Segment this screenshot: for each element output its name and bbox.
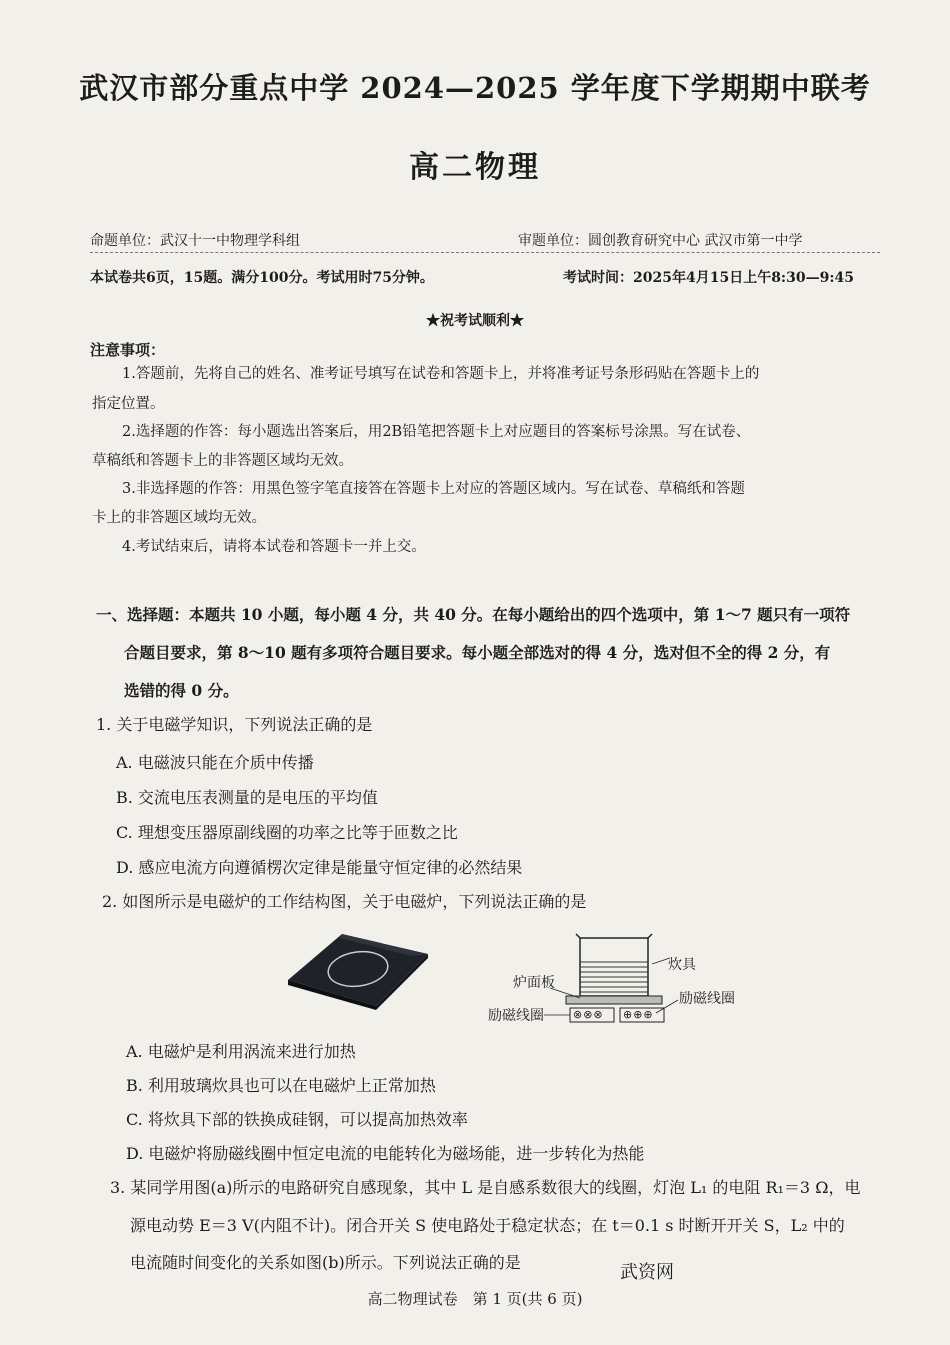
q3-stem-line1: 3. 某同学用图(a)所示的电路研究自感现象，其中 L 是自感系数很大的线圈，灯泡 L₁ 的电阻 R₁＝3 Ω，电 — [110, 1178, 861, 1197]
q1-option-c: C. 理想变压器原副线圈的功率之比等于匝数之比 — [116, 823, 458, 842]
exam-time: 考试时间：2025年4月15日上午8:30—9:45 — [563, 270, 854, 286]
exam-subject: 高二物理 — [409, 150, 541, 185]
q1-option-a: A. 电磁波只能在介质中传播 — [116, 753, 314, 772]
section-heading — [96, 596, 896, 710]
label-coil-left: 励磁线圈 — [488, 1008, 544, 1024]
label-coil-right: 励磁线圈 — [679, 991, 735, 1007]
q2-option-c: C. 将炊具下部的铁换成硅钢，可以提高加热效率 — [126, 1110, 468, 1129]
notice-item-2a: 2.选择题的作答：每小题选出答案后，用2B铅笔把答题卡上对应题目的答案标号涂黑。写在试卷、 — [122, 424, 751, 440]
q3-stem-line2: 源电动势 E＝3 V(内阻不计)。闭合开关 S 使电路处于稳定状态；在 t＝0.1 s 时断开开关 S，L₂ 中的 — [130, 1216, 845, 1235]
q2-option-d: D. 电磁炉将励磁线圈中恒定电流的电能转化为磁场能，进一步转化为热能 — [126, 1144, 645, 1163]
induction-cooker-photo — [282, 930, 432, 1010]
notice-item-4: 4.考试结束后，请将本试卷和答题卡一并上交。 — [122, 539, 426, 555]
setter-info: 命题单位：武汉十一中物理学科组 — [90, 233, 300, 249]
section-heading-line1: 一、选择题：本题共 10 小题，每小题 4 分，共 40 分。在每小题给出的四个选项中，第 1～7 题只有一项符 — [96, 605, 851, 624]
q2-option-a: A. 电磁炉是利用涡流来进行加热 — [126, 1042, 356, 1061]
q1-option-b: B. 交流电压表测量的是电压的平均值 — [116, 788, 378, 807]
notice-item-1b: 指定位置。 — [92, 396, 165, 412]
section-heading-line2: 合题目要求，第 8～10 题有多项符合题目要求。每小题全部选对的得 4 分，选对但不全的得 2 分，有 — [124, 643, 831, 662]
section-heading-line3: 选错的得 0 分。 — [124, 681, 239, 700]
watermark: 武资网 — [620, 1262, 674, 1283]
notice-item-3a: 3.非选择题的作答：用黑色签字笔直接答在答题卡上对应的答题区域内。写在试卷、草稿纸和答题 — [122, 481, 745, 497]
q1-option-d: D. 感应电流方向遵循楞次定律是能量守恒定律的必然结果 — [116, 858, 523, 877]
q3-stem-line3: 电流随时间变化的关系如图(b)所示。下列说法正确的是 — [130, 1253, 521, 1272]
divider — [90, 252, 880, 253]
notice-title: 注意事项： — [90, 341, 166, 359]
q2-option-b: B. 利用玻璃炊具也可以在电磁炉上正常加热 — [126, 1076, 436, 1095]
label-cookware: 炊具 — [668, 957, 696, 973]
reviewer-info: 审题单位：圆创教育研究中心 武汉市第一中学 — [518, 233, 803, 249]
greeting: ★祝考试顺利★ — [426, 313, 524, 329]
q2-stem: 2. 如图所示是电磁炉的工作结构图，关于电磁炉，下列说法正确的是 — [102, 892, 587, 911]
notice-item-1a: 1.答题前，先将自己的姓名、准考证号填写在试卷和答题卡上，并将准考证号条形码贴在答题卡上的 — [122, 366, 760, 382]
coil-left-symbols: ⊗⊗⊗ — [573, 1008, 604, 1021]
paper-info: 本试卷共6页，15题。满分100分。考试用时75分钟。 — [90, 270, 434, 286]
notice-item-3b: 卡上的非答题区域均无效。 — [92, 510, 266, 526]
notice-item-2b: 草稿纸和答题卡上的非答题区域均无效。 — [92, 453, 353, 469]
q1-stem: 1. 关于电磁学知识，下列说法正确的是 — [96, 715, 373, 734]
coil-right-symbols: ⊕⊕⊕ — [623, 1008, 654, 1021]
page-footer: 高二物理试卷 第 1 页(共 6 页) — [367, 1290, 583, 1308]
exam-title: 武汉市部分重点中学 2024—2025 学年度下学期期中联考 — [79, 71, 871, 105]
label-panel: 炉面板 — [513, 975, 555, 991]
